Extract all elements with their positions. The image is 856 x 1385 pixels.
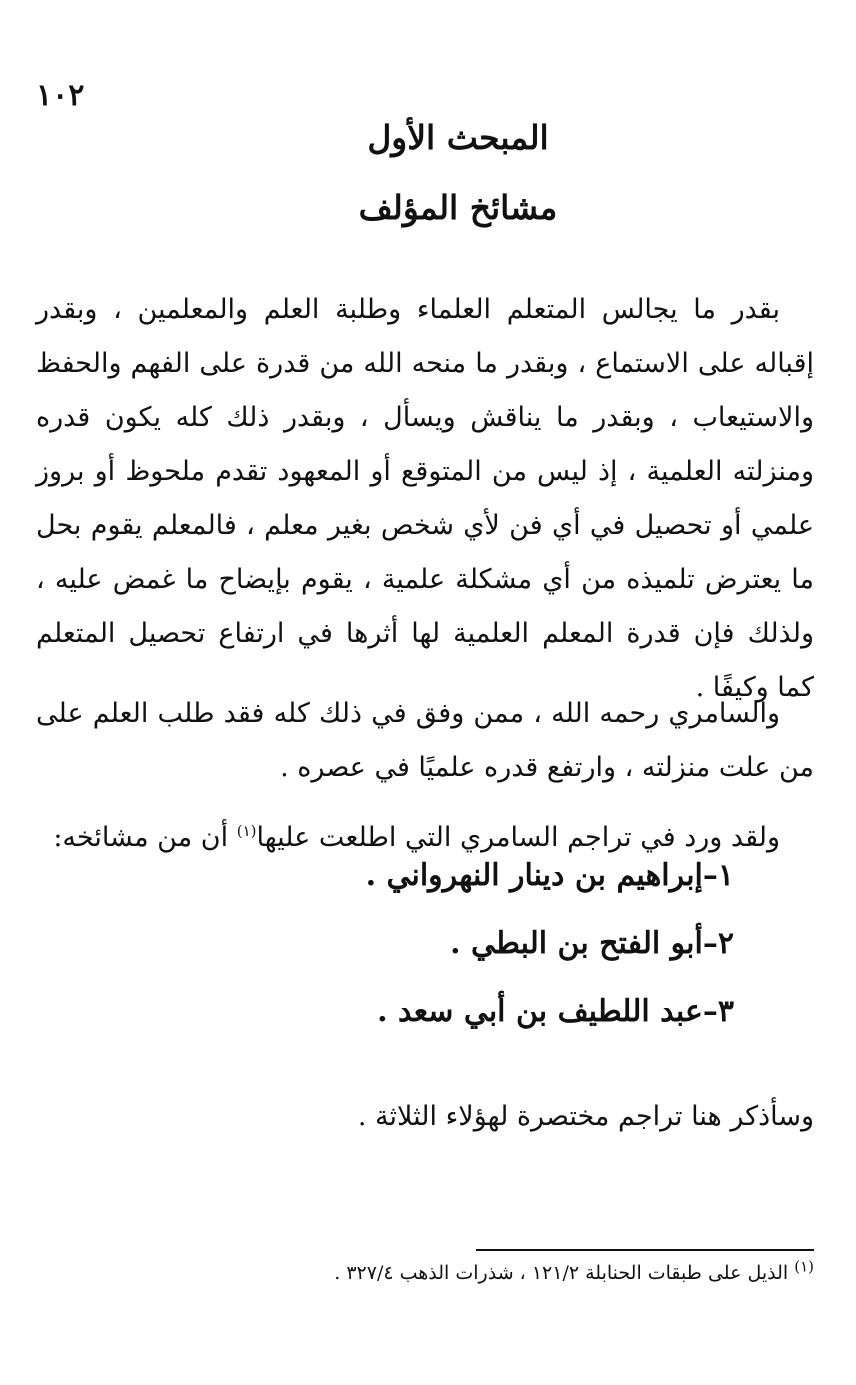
subsection-title: مشائخ المؤلف [358, 188, 558, 227]
list-item-teacher-2: ٢–أبو الفتح بن البطي . [450, 926, 734, 961]
samiri-paragraph: والسامري رحمه الله ، ممن وفق في ذلك كله فقد طلب العلم على من علت منزلته ، وارتفع قدره علميًا في عصره . [36, 698, 814, 783]
section-title: المبحث الأول [367, 118, 549, 157]
footnote-text: الذيل على طبقات الحنابلة ١٢١/٢ ، شذرات الذهب ٣٢٧/٤ . [334, 1262, 795, 1284]
teachers-intro-tail: أن من مشائخه: [53, 822, 237, 853]
closing-paragraph: وسأذكر هنا تراجم مختصرة لهؤلاء الثلاثة . [357, 1101, 814, 1132]
footnote-divider [476, 1249, 814, 1251]
list-item-teacher-3: ٣–عبد اللطيف بن أبي سعد . [377, 994, 734, 1029]
intro-paragraph: بقدر ما يجالس المتعلم العلماء وطلبة العلم والمعلمين ، وبقدر إقباله على الاستماع ، وبقدر ما منحه الله من قدرة على الفهم والحفظ والاستيعاب ، وبقدر ما يناقش ويسأل ، وبقدر ذلك كله يكون قدره ومنزلته العلمية ، إذ ليس من المتوقع أو المعهود تقدم ملحوظ أو بروز علمي أو تحصيل في أي فن لأي شخص بغير معلم ، فالمعلم يقوم بحل ما يعترض تلميذه من أي مشكلة علمية ، يقوم بإيضاح ما غمض عليه ، ولذلك فإن قدرة المعلم العلمية لها أثرها في ارتفاع تحصيل المتعلم كما وكيفًا . [36, 294, 814, 703]
footnote-marker: (١) [794, 1257, 814, 1276]
footnote [334, 1257, 814, 1284]
page-number: ١٠٢ [36, 78, 85, 113]
footnote-reference: (١) [236, 822, 257, 840]
list-item-teacher-1: ١–إبراهيم بن دينار النهرواني . [365, 858, 734, 893]
teachers-intro-paragraph [36, 811, 814, 865]
teachers-intro-text: ولقد ورد في تراجم السامري التي اطلعت عليها [256, 822, 780, 853]
